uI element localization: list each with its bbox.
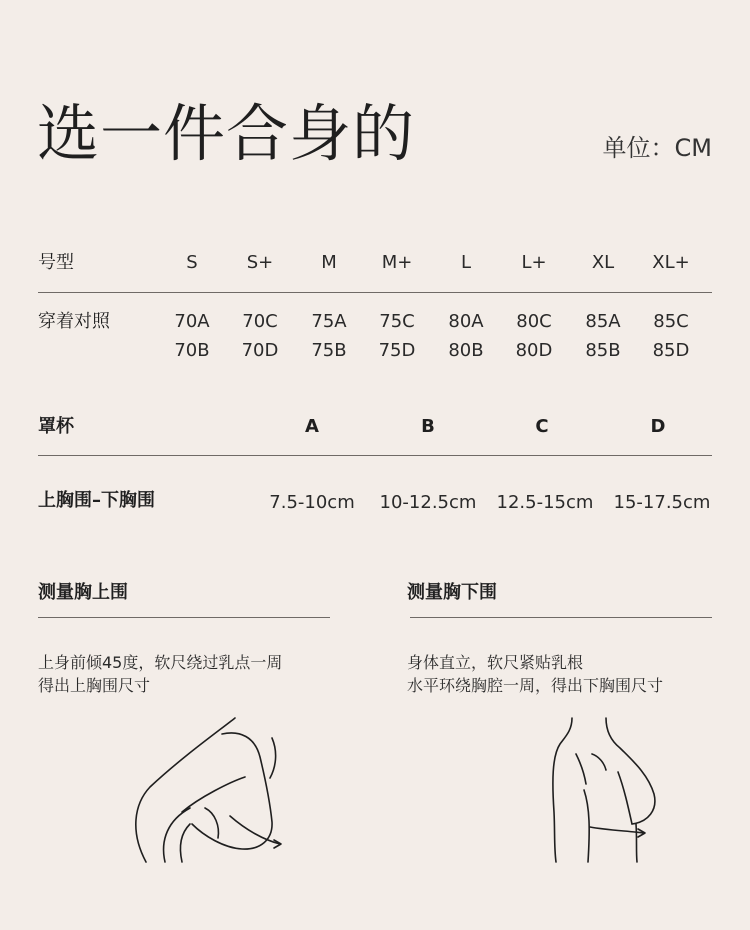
reference-cell: 70C bbox=[242, 311, 278, 332]
upper-bust-illustration bbox=[120, 712, 300, 872]
reference-cell: 75D bbox=[378, 340, 416, 361]
cup-row-label: 罩杯 bbox=[38, 416, 74, 437]
reference-cell: 75A bbox=[311, 311, 347, 332]
difference-cell: 12.5-15cm bbox=[496, 492, 594, 513]
unit-label: 单位：CM bbox=[602, 134, 712, 162]
size-row-label: 号型 bbox=[38, 252, 74, 273]
reference-cell: 80D bbox=[515, 340, 553, 361]
difference-cell: 7.5-10cm bbox=[269, 492, 355, 513]
size-header-cell: M bbox=[321, 252, 337, 273]
measure-upper-divider bbox=[38, 617, 330, 618]
reference-cell: 85A bbox=[585, 311, 621, 332]
reference-cell: 85D bbox=[652, 340, 690, 361]
size-header-cell: XL bbox=[591, 252, 615, 273]
difference-cell: 15-17.5cm bbox=[613, 492, 711, 513]
measure-lower-line1: 身体直立，软尺紧贴乳根 bbox=[407, 653, 584, 672]
cup-header-cell: D bbox=[650, 416, 666, 437]
reference-cell: 70D bbox=[241, 340, 279, 361]
cup-header-cell: B bbox=[421, 416, 435, 437]
measure-upper-title: 测量胸上围 bbox=[38, 582, 128, 603]
reference-cell: 85C bbox=[653, 311, 689, 332]
difference-cell: 10-12.5cm bbox=[379, 492, 477, 513]
page-title: 选一件合身的 bbox=[37, 97, 416, 170]
reference-row-label: 穿着对照 bbox=[38, 311, 110, 332]
size-table-divider bbox=[38, 292, 712, 293]
size-header-cell: S+ bbox=[246, 252, 274, 273]
reference-cell: 70A bbox=[174, 311, 210, 332]
measure-upper-line2: 得出上胸围尺寸 bbox=[38, 676, 151, 695]
reference-cell: 70B bbox=[174, 340, 210, 361]
reference-cell: 80B bbox=[448, 340, 484, 361]
size-header-cell: L+ bbox=[521, 252, 547, 273]
size-header-cell: M+ bbox=[381, 252, 413, 273]
cup-header-cell: A bbox=[305, 416, 319, 437]
measure-lower-line2: 水平环绕胸腔一周，得出下胸围尺寸 bbox=[407, 676, 664, 695]
measure-lower-title: 测量胸下围 bbox=[407, 582, 497, 603]
size-header-cell: S bbox=[186, 252, 198, 273]
measure-lower-divider bbox=[410, 617, 712, 618]
size-header-cell: L bbox=[460, 252, 472, 273]
cup-table-divider bbox=[38, 455, 712, 456]
reference-cell: 75C bbox=[379, 311, 415, 332]
measure-upper-line1: 上身前倾45度，软尺绕过乳点一周 bbox=[38, 653, 283, 672]
difference-row-label: 上胸围–下胸围 bbox=[38, 490, 155, 511]
cup-header-cell: C bbox=[535, 416, 549, 437]
reference-cell: 80A bbox=[448, 311, 484, 332]
reference-cell: 75B bbox=[311, 340, 347, 361]
reference-cell: 85B bbox=[585, 340, 621, 361]
reference-cell: 80C bbox=[516, 311, 552, 332]
size-header-cell: XL+ bbox=[652, 252, 690, 273]
lower-bust-illustration bbox=[540, 712, 670, 872]
